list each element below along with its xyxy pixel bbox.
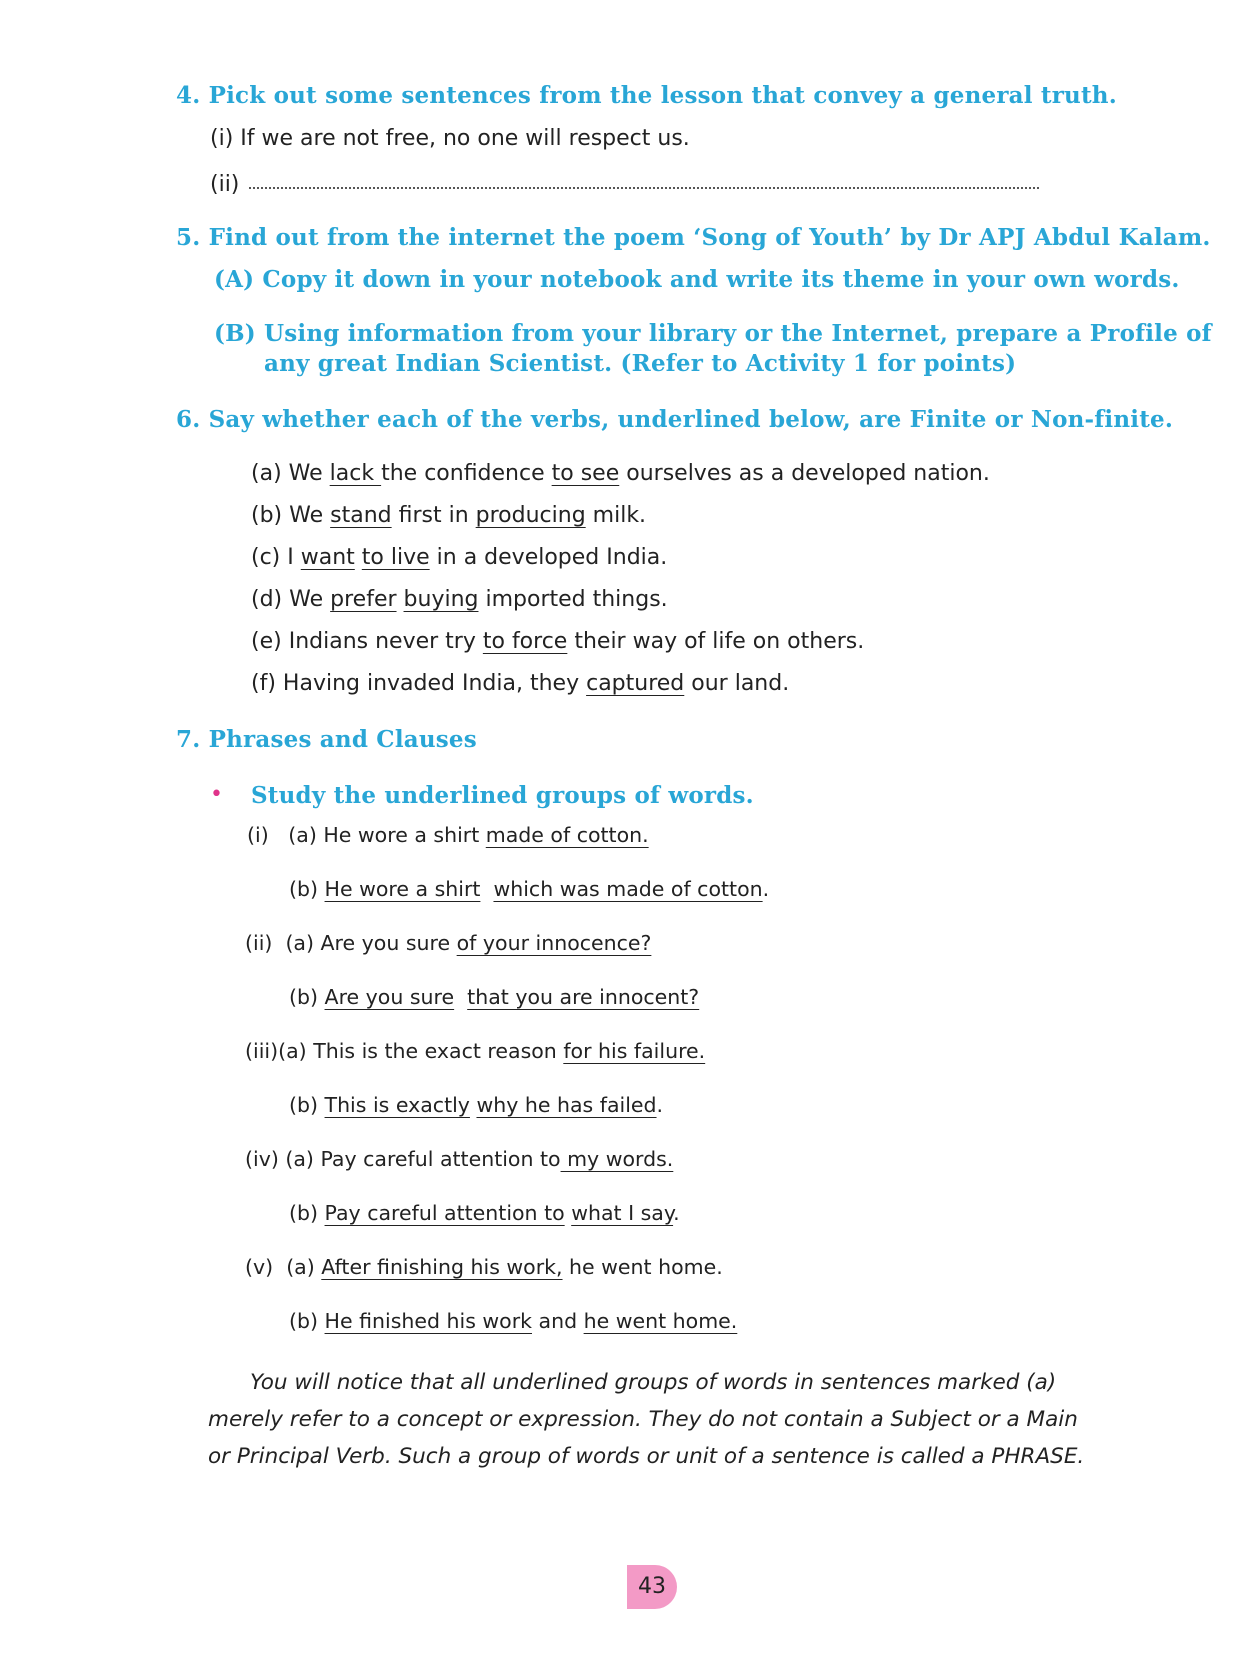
underlined-group: He finished his work [324, 1309, 532, 1333]
item-label: (a) [285, 1147, 314, 1171]
plain-text: . [762, 877, 770, 901]
question-7-heading: 7. Phrases and Clauses [176, 726, 477, 753]
question-4-item-ii [210, 172, 1039, 197]
underlined-verb: stand [330, 503, 392, 528]
plain-text: our land. [684, 671, 790, 696]
bullet-icon: • [210, 782, 223, 807]
question-6-item-a [251, 461, 990, 486]
underlined-group: Are you sure [324, 985, 455, 1009]
underlined-verb: buying [403, 587, 479, 612]
plain-text: He wore a shirt [323, 823, 486, 847]
plain-text: We [289, 587, 331, 612]
underlined-verb: want [300, 545, 355, 570]
item-label: (b) [289, 1093, 319, 1117]
underlined-group: my words. [560, 1147, 674, 1171]
question-5-heading: 5. Find out from the internet the poem ‘Song of Youth’ by Dr APJ Abdul Kalam. [176, 224, 1211, 251]
underlined-group: which was made of cotton [493, 877, 763, 901]
phrase-item-iv-b [289, 1201, 680, 1225]
item-label: (f) [251, 671, 276, 696]
underlined-verb: captured [586, 671, 685, 696]
item-label: (b) [289, 985, 319, 1009]
item-number: (v) [245, 1255, 274, 1279]
question-6-item-c [251, 545, 667, 570]
question-6-item-b [251, 503, 646, 528]
item-label: (b) [289, 877, 319, 901]
underlined-verb: to live [361, 545, 430, 570]
plain-text: We [289, 503, 331, 528]
plain-text [397, 587, 404, 612]
item-number: (iv) [245, 1147, 279, 1171]
item-ii-label: (ii) [210, 172, 240, 197]
item-label: (b) [251, 503, 283, 528]
question-6-item-f [251, 671, 789, 696]
plain-text [480, 877, 493, 901]
plain-text: the confidence [381, 461, 552, 486]
phrase-item-ii-a [245, 931, 651, 955]
plain-text: Pay careful attention to [320, 1147, 561, 1171]
phrase-item-iii-a [245, 1039, 705, 1063]
item-label: (a) [278, 1039, 307, 1063]
question-6-heading: 6. Say whether each of the verbs, underlined below, are Finite or Non-finite. [176, 406, 1174, 433]
phrase-item-iv-a [245, 1147, 673, 1171]
plain-text: and [532, 1309, 584, 1333]
plain-text: in a developed India. [429, 545, 668, 570]
underlined-group: He wore a shirt [324, 877, 481, 901]
underlined-group: why he has failed [476, 1093, 657, 1117]
plain-text: Indians never try [288, 629, 483, 654]
question-6-item-d [251, 587, 668, 612]
question-7-instruction: Study the underlined groups of words. [251, 782, 754, 809]
question-4-item-i: (i) If we are not free, no one will respect us. [210, 126, 690, 151]
plain-text: . [673, 1201, 680, 1225]
plain-text [355, 545, 362, 570]
plain-text: Are you sure [320, 931, 457, 955]
plain-text: ourselves as a developed nation. [619, 461, 990, 486]
item-label: (a) [285, 931, 314, 955]
question-4-heading: 4. Pick out some sentences from the lesson that convey a general truth. [176, 82, 1117, 109]
item-label: (b) [289, 1309, 319, 1333]
item-label: (b) [289, 1201, 319, 1225]
item-label: (c) [251, 545, 281, 570]
phrase-item-i-b [289, 877, 769, 901]
phrase-item-v-b [289, 1309, 737, 1333]
question-5-part-b-line1: (B) Using information from your library or the Internet, prepare a Profile of [214, 320, 1212, 347]
plain-text: milk. [585, 503, 647, 528]
underlined-group: This is exactly [324, 1093, 470, 1117]
underlined-verb: lack [329, 461, 382, 486]
item-label: (a) [286, 1255, 315, 1279]
plain-text: imported things. [478, 587, 668, 612]
page-number: 43 [627, 1565, 677, 1609]
plain-text: he went home. [562, 1255, 723, 1279]
question-5-part-a: (A) Copy it down in your notebook and write its theme in your own words. [214, 266, 1180, 293]
plain-text: This is the exact reason [313, 1039, 564, 1063]
item-label: (a) [288, 823, 317, 847]
phrase-explanation-note: You will notice that all underlined groups of words in sentences marked (a) merely refer to a concept or expression. They do not contain a Subject or a Main or Principal Verb. Such a group of words or unit of a sentence is called a PHRASE. [208, 1370, 1085, 1469]
underlined-group: After finishing his work, [321, 1255, 563, 1279]
underlined-group: that you are innocent? [467, 985, 700, 1009]
plain-text: I [287, 545, 301, 570]
phrase-item-i-a [247, 823, 649, 847]
underlined-verb: to see [551, 461, 620, 486]
underlined-group: made of cotton. [485, 823, 649, 847]
plain-text: their way of life on others. [567, 629, 865, 654]
answer-blank-line [249, 186, 1039, 189]
phrase-item-iii-b [289, 1093, 663, 1117]
item-number: (ii) [245, 931, 273, 955]
item-number: (i) [247, 823, 269, 847]
phrase-item-ii-b [289, 985, 699, 1009]
item-number: (iii) [245, 1039, 279, 1063]
plain-text [454, 985, 467, 1009]
phrase-item-v-a [245, 1255, 723, 1279]
underlined-group: he went home. [583, 1309, 738, 1333]
underlined-group: what I say [571, 1201, 674, 1225]
underlined-verb: to force [482, 629, 568, 654]
plain-text: Having invaded India, they [282, 671, 587, 696]
plain-text: We [288, 461, 330, 486]
item-label: (a) [251, 461, 282, 486]
underlined-verb: producing [475, 503, 586, 528]
plain-text: . [656, 1093, 664, 1117]
question-6-item-e [251, 629, 864, 654]
underlined-verb: prefer [330, 587, 397, 612]
underlined-group: for his failure. [563, 1039, 706, 1063]
underlined-group: Pay careful attention to [324, 1201, 565, 1225]
question-5-part-b-line2: any great Indian Scientist. (Refer to Activity 1 for points) [264, 350, 1017, 377]
item-label: (d) [251, 587, 283, 612]
underlined-group: of your innocence? [456, 931, 652, 955]
plain-text: first in [391, 503, 476, 528]
item-label: (e) [251, 629, 282, 654]
